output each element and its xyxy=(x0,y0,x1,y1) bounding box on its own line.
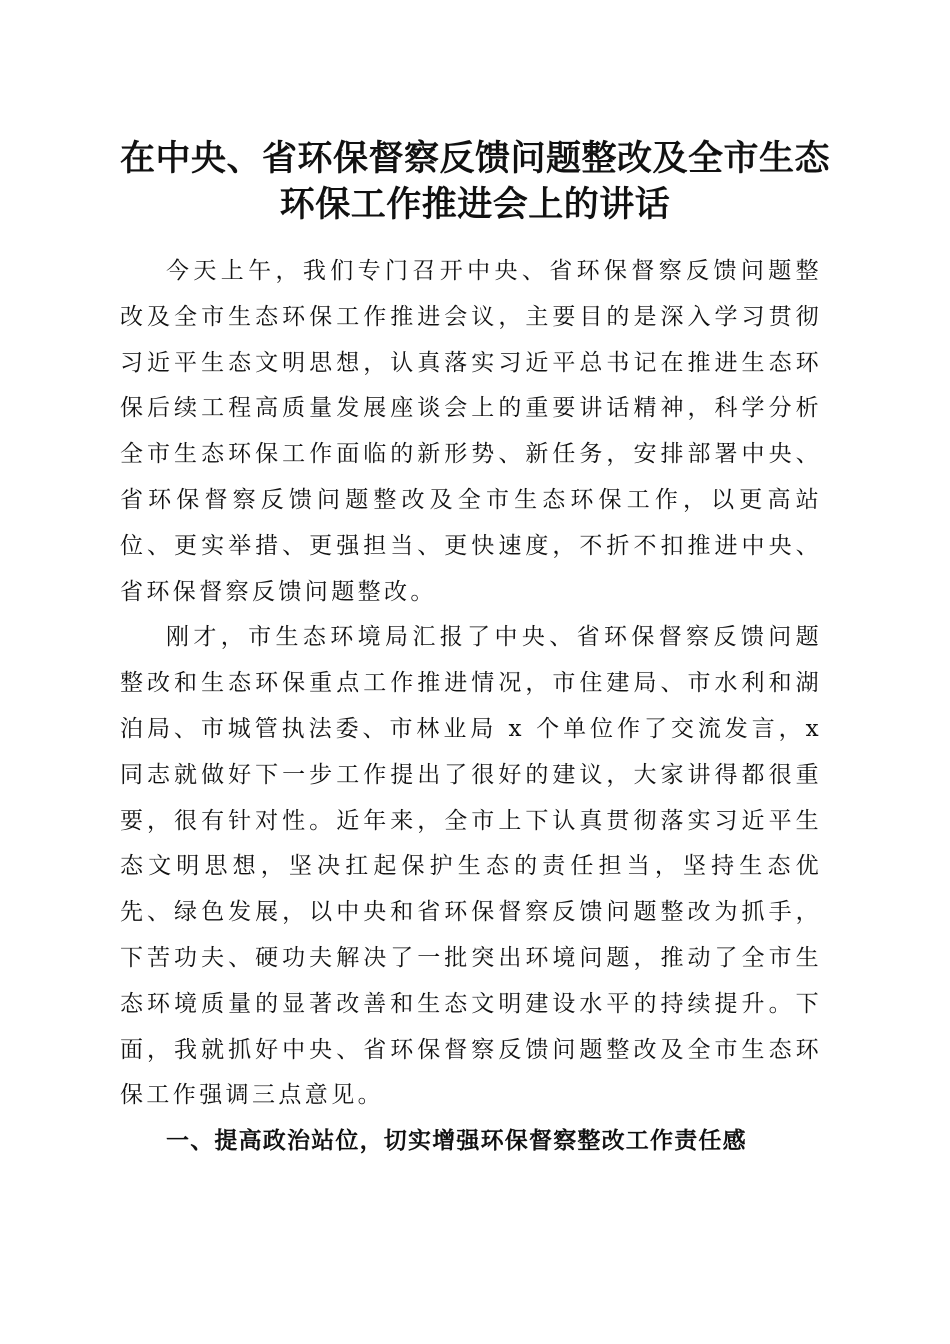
section-heading: 一、提高政治站位，切实增强环保督察整改工作责任感 xyxy=(166,1128,747,1155)
title-line-1: 在中央、省环保督察反馈问题整改及全市生态 xyxy=(119,138,830,179)
document-title xyxy=(100,136,850,228)
document-body xyxy=(120,249,822,1165)
paragraph-review: 刚才，市生态环境局汇报了中央、省环保督察反馈问题整改和生态环保重点工作推进情况，市住建局、市水利和湖泊局、市城管执法委、市林业局 x 个单位作了交流发言，x 同志就做好下一步工作提出了很好的建议，大家讲得都很重要，很有针对性。近年来，全市上下认真贯彻落实习近平生态文明思想，坚决扛起保护生态的责任担当，坚持生态优先、绿色发展，以中央和省环保督察反馈问题整改为抓手，下苦功夫、硬功夫解决了一批突出环境问题，推动了全市生态环境质量的显著改善和生态文明建设水平的持续提升。下面，我就抓好中央、省环保督察反馈问题整改及全市生态环保工作强调三点意见。 xyxy=(120,624,822,1109)
paragraph-intro: 今天上午，我们专门召开中央、省环保督察反馈问题整改及全市生态环保工作推进会议，主要目的是深入学习贯彻习近平生态文明思想，认真落实习近平总书记在推进生态环保后续工程高质量发展座谈会上的重要讲话精神，科学分析全市生态环保工作面临的新形势、新任务，安排部署中央、省环保督察反馈问题整改及全市生态环保工作，以更高站位、更实举措、更强担当、更快速度，不折不扣推进中央、省环保督察反馈问题整改。 xyxy=(120,258,822,605)
title-line-2: 环保工作推进会上的讲话 xyxy=(279,184,671,225)
